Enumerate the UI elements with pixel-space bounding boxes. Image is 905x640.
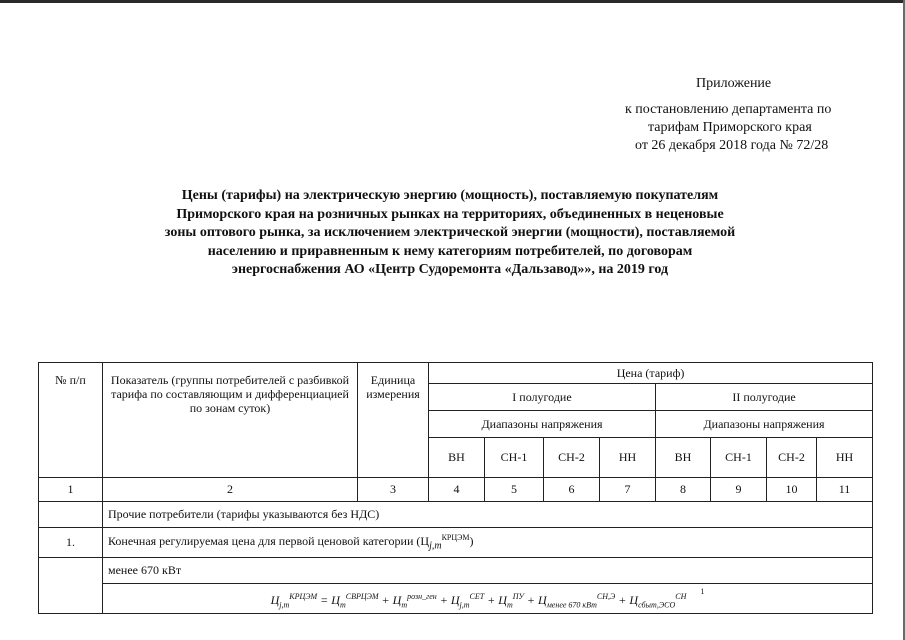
header-voltage: СН-2 [767, 438, 817, 478]
appendix-line: от 26 декабря 2018 года № 72/28 [635, 138, 829, 153]
column-number: 4 [429, 478, 485, 502]
formula-sub: m [401, 600, 408, 610]
formula-symbol: Ц [331, 593, 340, 608]
group-row-label: Прочие потребители (тарифы указываются без НДС) [103, 502, 873, 528]
formula-sup: СВРЦЭМ [345, 592, 379, 602]
formula-sup: СН [675, 592, 687, 602]
formula-sup: КРЦЭМ [289, 592, 318, 602]
appendix-line: к постановлению департамента по [625, 102, 832, 117]
column-number: 5 [485, 478, 544, 502]
item-sup: КРЦЭМ [441, 533, 470, 543]
header-voltage: ВН [656, 438, 711, 478]
header-indicator: Показатель (группы потребителей с разбивкой тарифа по составляющим и дифференциацией по зонам суток) [103, 363, 358, 478]
column-number: 11 [817, 478, 873, 502]
formula-operator: + [484, 593, 499, 608]
formula-sup: ПУ [512, 592, 524, 602]
formula-sub: j,m [279, 600, 290, 610]
column-number: 3 [358, 478, 429, 502]
formula-symbol: Ц [270, 593, 280, 608]
scan-top-edge [0, 0, 905, 3]
price-formula [103, 584, 873, 614]
formula-symbol: Ц [629, 593, 639, 608]
formula-sub: m [506, 600, 513, 610]
formula-operator: + [523, 593, 539, 608]
formula-sub: сбыт,ЭСО [638, 600, 676, 610]
document-title: Цены (тарифы) на электрическую энергию (мощность), поставляемую покупателям Приморского края на розничных рынках на территориях, объединенных в неценовые зоны оптового рынка, за исключением электрической энергии (мощности), поставляемой населению и приравненным к нему категориям потребителей, по договорам энергоснабжения АО «Центр Судоремонта «Дальзавод»», на 2019 год [164, 188, 736, 278]
header-half-2: II полугодие [656, 384, 873, 411]
header-num: № п/п [39, 363, 103, 478]
appendix-title: Приложение [696, 76, 772, 91]
formula-sup: СН,Э [596, 592, 616, 602]
formula-symbol: Ц [538, 593, 547, 608]
formula-operator: + [378, 593, 393, 608]
header-voltage: СН-2 [544, 438, 600, 478]
column-number: 10 [767, 478, 817, 502]
header-voltage-ranges-2: Диапазоны напряжения [656, 411, 873, 438]
column-number: 1 [39, 478, 103, 502]
header-voltage: СН-1 [711, 438, 767, 478]
item-number: 1. [39, 528, 103, 558]
tariff-table [38, 362, 873, 614]
column-number: 6 [544, 478, 600, 502]
column-number: 8 [656, 478, 711, 502]
header-unit: Единица измерения [358, 363, 429, 478]
footnote-marker: 1 [700, 587, 705, 597]
formula-symbol: Ц [450, 593, 460, 608]
header-voltage: НН [817, 438, 873, 478]
item-close: ) [469, 534, 474, 549]
formula-sup: розн_ген [407, 592, 437, 602]
item-text: Конечная регулируемая цена для первой ценовой категории (Ц [108, 534, 430, 549]
formula-operator: + [436, 593, 451, 608]
formula-symbol: Ц [498, 593, 507, 608]
appendix-line: тарифам Приморского края [648, 120, 812, 135]
header-voltage: НН [600, 438, 656, 478]
column-number: 7 [600, 478, 656, 502]
item-sub: j,m [429, 540, 442, 552]
formula-symbol: Ц [392, 593, 402, 608]
empty-cell [39, 502, 103, 528]
formula-sub: j,m [459, 600, 470, 610]
header-price: Цена (тариф) [429, 363, 873, 384]
formula-sub: менее 670 кВт [546, 600, 597, 610]
sub-item-label: менее 670 кВт [103, 558, 873, 584]
empty-cell [39, 558, 103, 614]
column-number: 2 [103, 478, 358, 502]
header-half-1: I полугодие [429, 384, 656, 411]
formula-operator: + [615, 593, 630, 608]
header-voltage: СН-1 [485, 438, 544, 478]
formula-sub: m [339, 600, 346, 610]
formula-sup: СЕТ [469, 592, 485, 602]
header-voltage: ВН [429, 438, 485, 478]
formula-operator: = [317, 593, 332, 608]
column-number: 9 [711, 478, 767, 502]
item-row-label [103, 528, 873, 558]
header-voltage-ranges-1: Диапазоны напряжения [429, 411, 656, 438]
